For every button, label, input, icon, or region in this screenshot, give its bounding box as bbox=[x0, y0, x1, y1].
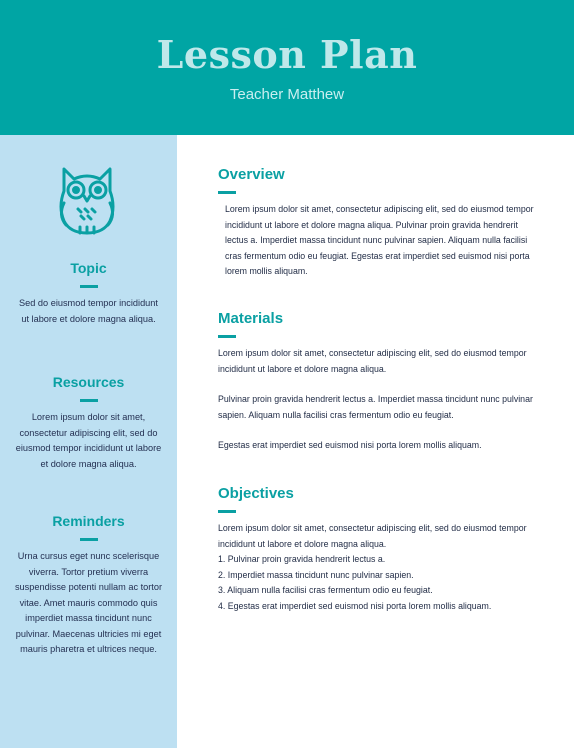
heading-underline bbox=[218, 335, 236, 338]
reminders-section bbox=[14, 513, 163, 658]
resources-section bbox=[14, 374, 163, 472]
overview-section bbox=[218, 166, 538, 280]
sidebar bbox=[0, 135, 177, 748]
objectives-section bbox=[218, 485, 538, 614]
resources-text: Lorem ipsum dolor sit amet, consectetur adipiscing elit, sed do eiusmod tempor incididunt ut labore et dolore magna aliqua. bbox=[15, 412, 162, 469]
topic-heading: Topic bbox=[70, 260, 107, 276]
materials-heading: Materials bbox=[218, 310, 284, 327]
objective-item: 4. Egestas erat imperdiet sed euismod nisi porta lorem mollis aliquam. bbox=[218, 600, 492, 611]
heading-underline bbox=[80, 399, 98, 402]
page-title: Lesson Plan bbox=[156, 32, 418, 77]
overview-text: Lorem ipsum dolor sit amet, consectetur adipiscing elit, sed do eiusmod tempor incididunt ut labore et dolore magna aliqua. Pulvinar proin gravida hendrerit lectus a. Imperdiet massa tincidunt nunc pulvinar sapien. Aliquam nulla facilisi cras fermentum odio eu feugiat. Egestas erat imperdiet sed euismod nisi porta lorem mollis aliquam. bbox=[225, 204, 534, 276]
heading-underline bbox=[80, 538, 98, 541]
topic-text: Sed do eiusmod tempor incididunt ut labore et dolore magna aliqua. bbox=[19, 298, 158, 324]
materials-paragraph: Pulvinar proin gravida hendrerit lectus a. Imperdiet massa tincidunt nunc pulvinar sapien. Aliquam nulla facilisi cras fermentum odio eu feugiat. bbox=[218, 394, 533, 420]
header-banner bbox=[0, 0, 574, 135]
objective-item: 2. Imperdiet massa tincidunt nunc pulvinar sapien. bbox=[218, 569, 414, 580]
materials-section bbox=[218, 310, 538, 454]
owl-icon bbox=[54, 163, 120, 237]
heading-underline bbox=[80, 285, 98, 288]
objective-item: 3. Aliquam nulla facilisi cras fermentum odio eu feugiat. bbox=[218, 585, 433, 595]
overview-heading: Overview bbox=[218, 166, 285, 183]
materials-paragraph: Lorem ipsum dolor sit amet, consectetur adipiscing elit, sed do eiusmod tempor incididunt ut labore et dolore magna aliqua. bbox=[218, 348, 527, 374]
objectives-intro: Lorem ipsum dolor sit amet, consectetur adipiscing elit, sed do eiusmod tempor incididunt ut labore et dolore magna aliqua. bbox=[218, 523, 527, 549]
reminders-heading: Reminders bbox=[52, 513, 125, 529]
materials-text bbox=[218, 346, 538, 454]
objectives-text bbox=[218, 521, 538, 614]
teacher-name: Teacher Matthew bbox=[229, 86, 345, 103]
resources-heading: Resources bbox=[52, 374, 125, 390]
objective-item: 1. Pulvinar proin gravida hendrerit lectus a. bbox=[218, 554, 386, 564]
heading-underline bbox=[218, 191, 236, 194]
materials-paragraph: Egestas erat imperdiet sed euismod nisi porta lorem mollis aliquam. bbox=[218, 440, 482, 450]
objectives-heading: Objectives bbox=[218, 485, 294, 502]
heading-underline bbox=[218, 510, 236, 513]
reminders-text: Urna cursus eget nunc scelerisque viverra. Tortor pretium viverra suspendisse potenti nullam ac tortor vitae. Amet mauris commodo quis imperdiet massa tincidunt nunc pulvinar. Maecenas ultricies mi eget mauris pharetra et ultrices neque. bbox=[14, 551, 163, 654]
topic-section bbox=[14, 260, 163, 327]
